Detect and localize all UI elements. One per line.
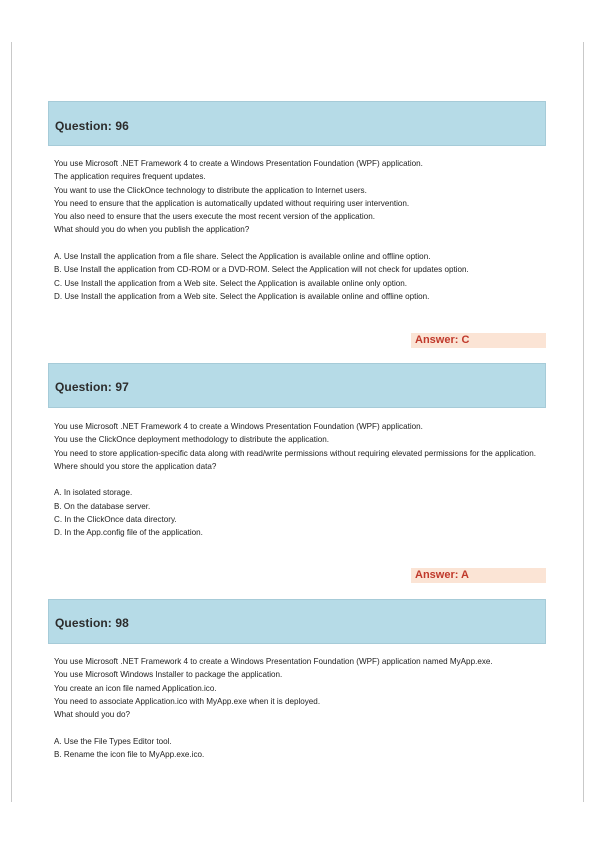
question-96-option-b: B. Use Install the application from CD-ROM or a DVD-ROM. Select the Application will not check for updates option. [54,265,469,275]
page-border-right [583,42,584,802]
question-96-stem-line: You also need to ensure that the users execute the most recent version of the application. [54,212,375,222]
question-96-stem-line: You use Microsoft .NET Framework 4 to create a Windows Presentation Foundation (WPF) application. [54,159,423,168]
question-96-header [48,101,546,146]
question-96-stem-line: You want to use the ClickOnce technology to distribute the application to Internet users. [54,185,367,195]
question-97-stem-line: You use Microsoft .NET Framework 4 to create a Windows Presentation Foundation (WPF) application. [54,422,423,431]
question-97-option-a: A. In isolated storage. [54,488,133,498]
question-97-answer-box [411,568,546,583]
question-96-option-d: D. Use Install the application from a Web site. Select the Application is available online and offline option. [54,291,430,301]
question-98-header [48,599,546,644]
question-98-body [54,655,544,761]
question-98-option-a: A. Use the File Types Editor tool. [54,736,172,746]
question-97-option-c: C. In the ClickOnce data directory. [54,515,177,525]
question-98-stem-line: What should you do? [54,710,131,720]
question-96-answer-box [411,333,546,348]
question-97-stem-line: Where should you store the application data? [54,461,217,471]
question-98-title: Question: 98 [55,616,129,630]
question-97-stem-line: You need to store application-specific data along with read/write permissions without requiring elevated permissions for the application. [54,448,536,458]
question-98-option-b: B. Rename the icon file to MyApp.exe.ico. [54,750,205,760]
question-98-stem-line: You need to associate Application.ico with MyApp.exe when it is deployed. [54,696,321,706]
question-96-option-c: C. Use Install the application from a Web site. Select the Application is available online only option. [54,278,408,288]
question-96-body [54,157,544,303]
question-96-answer: Answer: C [415,334,470,346]
question-98-stem-line: You use Microsoft Windows Installer to package the application. [54,670,283,680]
question-97-title: Question: 97 [55,380,129,394]
question-96-title: Question: 96 [55,119,129,133]
question-97-option-d: D. In the App.config file of the application. [54,528,203,538]
question-96-option-a: A. Use Install the application from a file share. Select the Application is available online and offline option. [54,252,431,262]
question-97-body [54,420,544,540]
question-97-answer: Answer: A [415,569,469,581]
question-97-option-b: B. On the database server. [54,501,151,511]
question-96-stem-line: You need to ensure that the application is automatically updated without requiring user intervention. [54,198,410,208]
question-96-stem-line: The application requires frequent updates. [54,172,206,182]
page-border-left [11,42,12,802]
question-97-stem-line: You use the ClickOnce deployment methodology to distribute the application. [54,435,330,445]
question-98-stem-line: You use Microsoft .NET Framework 4 to create a Windows Presentation Foundation (WPF) application named MyApp.exe. [54,657,493,666]
question-96-stem-line: What should you do when you publish the application? [54,225,250,235]
question-97-header [48,363,546,408]
question-98-stem-line: You create an icon file named Application.ico. [54,683,217,693]
